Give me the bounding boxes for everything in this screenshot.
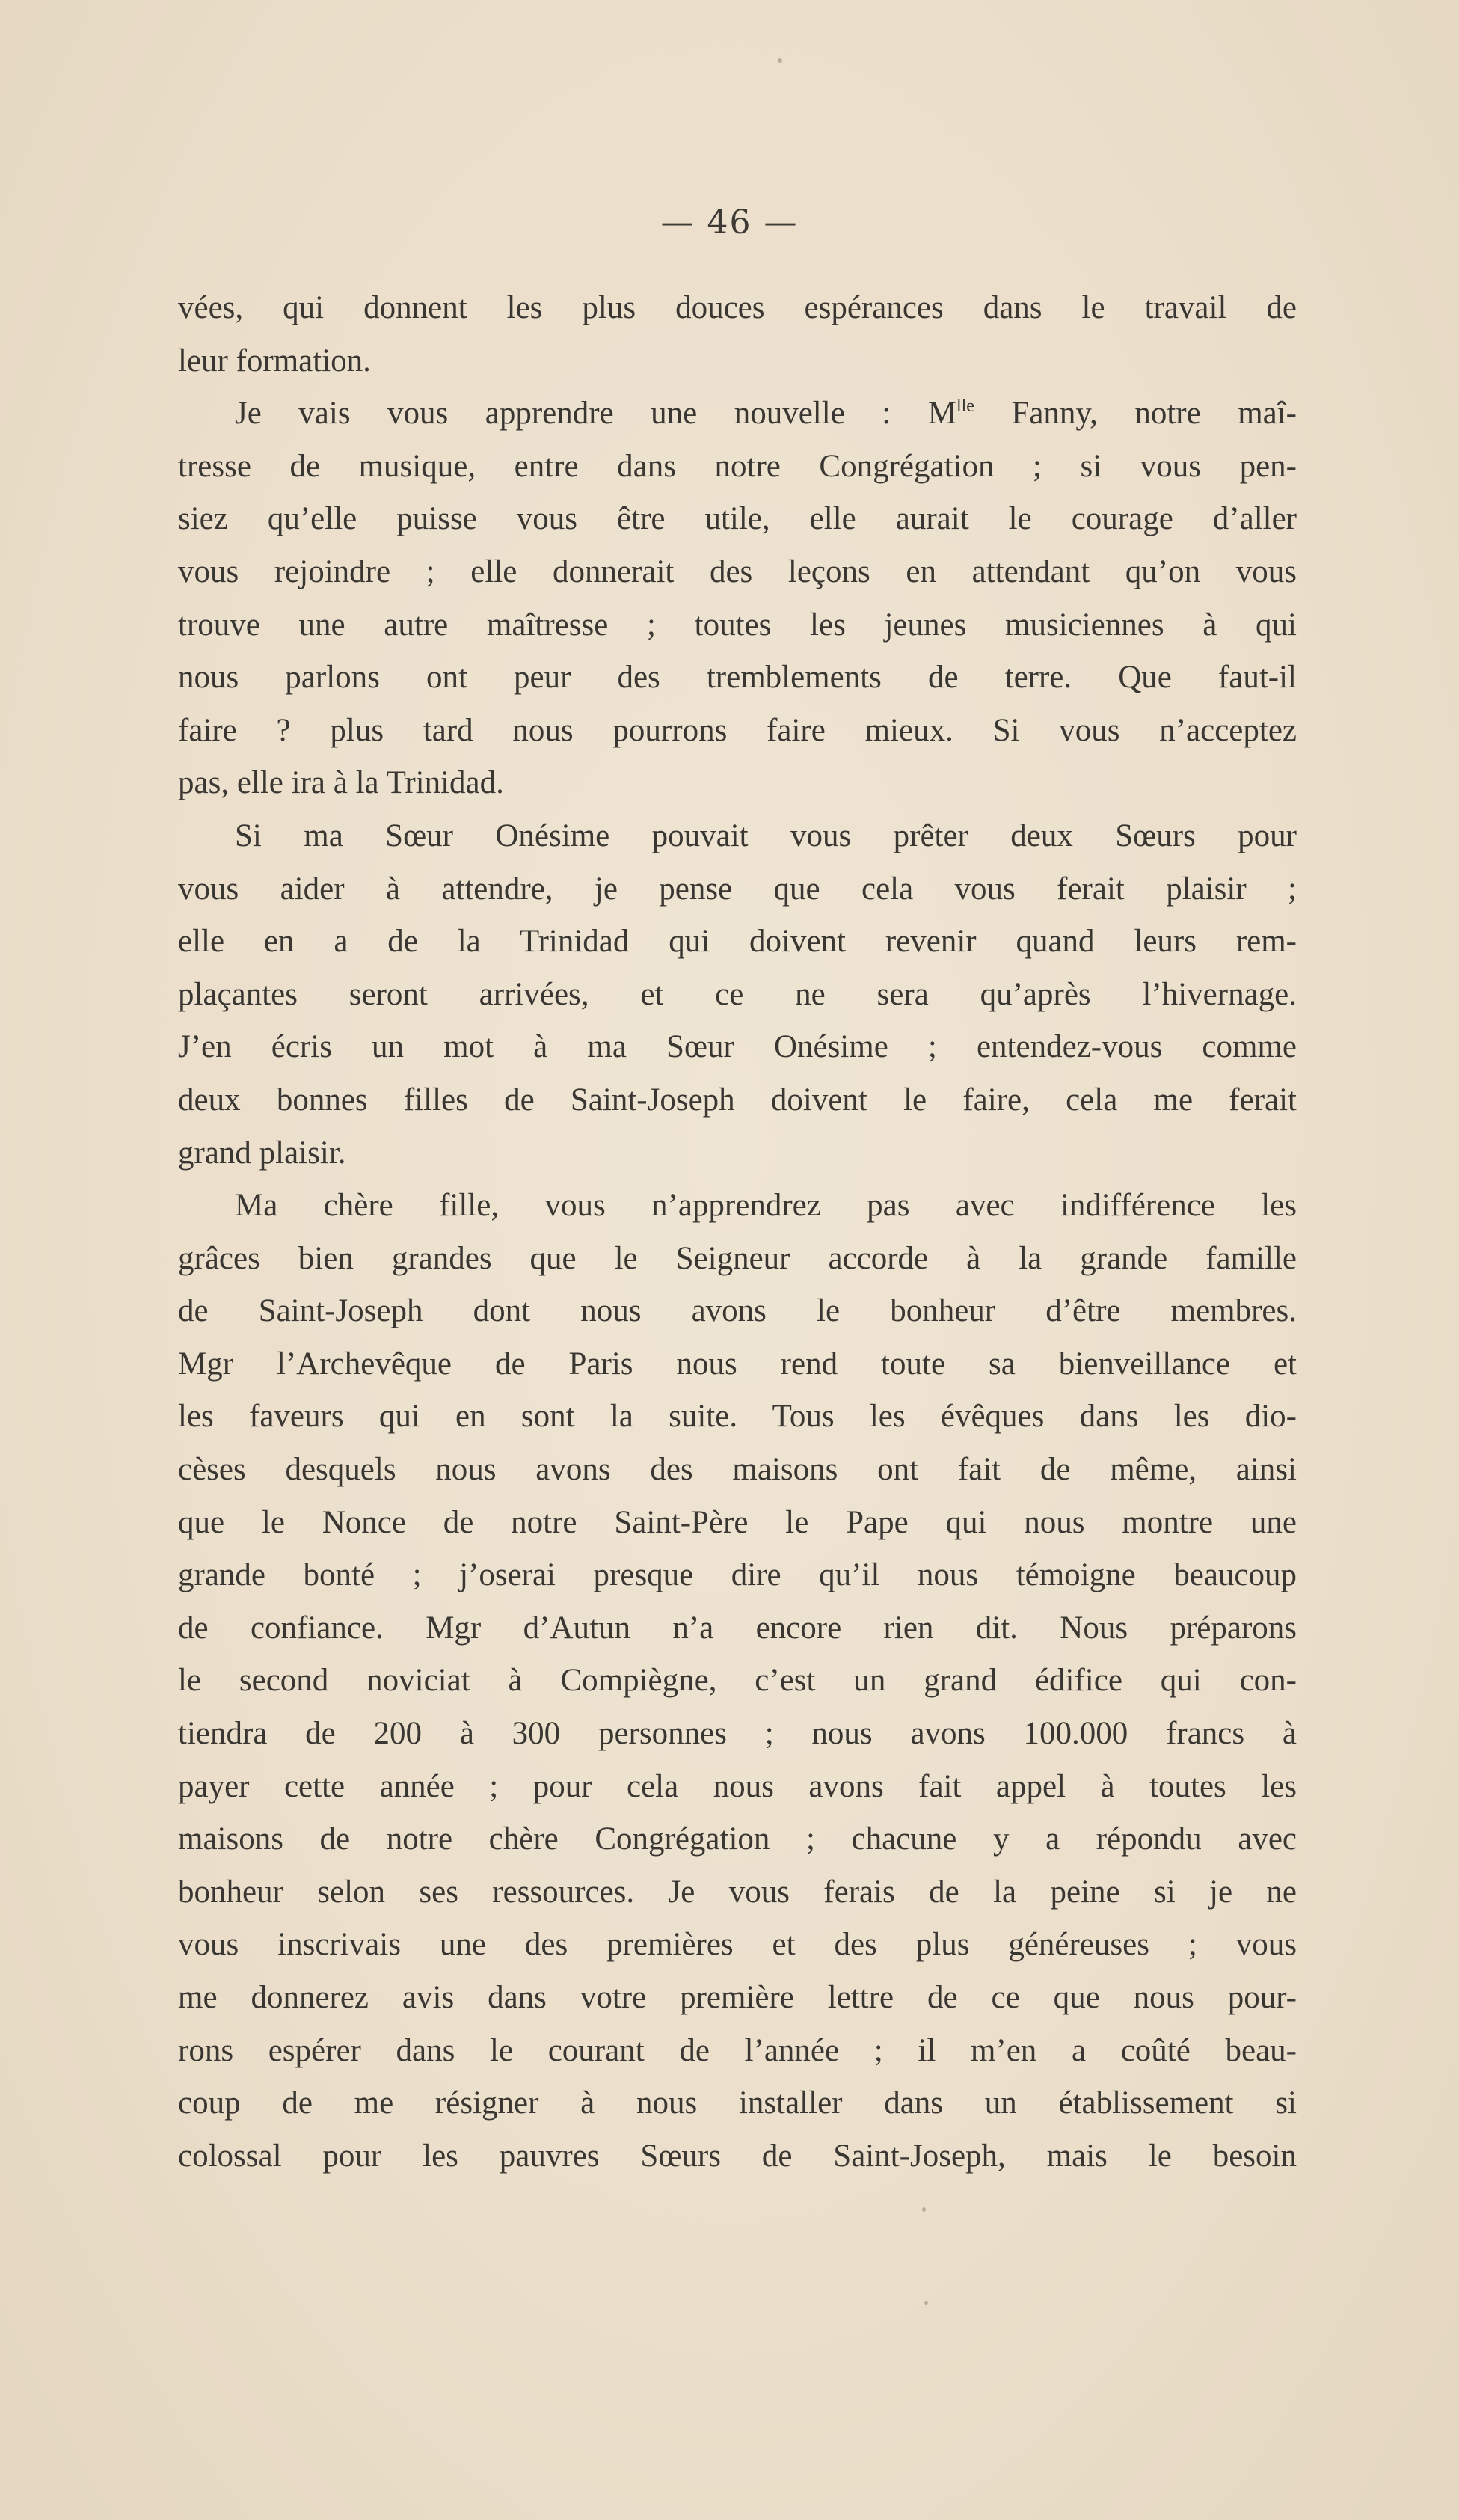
text-line: me donnerez avis dans votre première lettre de ce que nous pour- xyxy=(178,1980,1297,2015)
text-line: rons espérer dans le courant de l’année ; il m’en a coûté beau- xyxy=(178,2032,1297,2068)
text-line: maisons de notre chère Congrégation ; chacune y a répondu avec xyxy=(178,1821,1297,1857)
text-line: grâces bien grandes que le Seigneur accorde à la grande famille xyxy=(178,1240,1297,1276)
paper-speck xyxy=(924,2301,928,2305)
text-fragment: Fanny, notre maî- xyxy=(974,396,1297,432)
text-line: de confiance. Mgr d’Autun n’a encore rien dit. Nous préparons xyxy=(178,1610,1297,1646)
text-line: plaçantes seront arrivées, et ce ne sera qu’après l’hivernage. xyxy=(178,976,1297,1012)
text-line: Ma chère fille, vous n’apprendrez pas avec indifférence les xyxy=(235,1188,1297,1224)
text-line: cèses desquels nous avons des maisons ont fait de même, ainsi xyxy=(178,1452,1297,1488)
text-line: Si ma Sœur Onésime pouvait vous prêter deux Sœurs pour xyxy=(235,818,1297,853)
text-line: leur formation. xyxy=(178,343,371,378)
text-line: les faveurs qui en sont la suite. Tous les évêques dans les dio- xyxy=(178,1399,1297,1435)
text-line: vous aider à attendre, je pense que cela vous ferait plaisir ; xyxy=(178,871,1297,907)
text-line: Mgr l’Archevêque de Paris nous rend toute sa bienveillance et xyxy=(178,1346,1297,1382)
text-line: vées, qui donnent les plus douces espérances dans le travail de xyxy=(178,290,1297,325)
text-line: pas, elle ira à la Trinidad. xyxy=(178,765,504,801)
text-line: coup de me résigner à nous installer dans un établissement si xyxy=(178,2085,1297,2121)
paper-speck xyxy=(922,2207,926,2212)
body-text xyxy=(178,282,1297,2183)
text-line: tiendra de 200 à 300 personnes ; nous avons 100.000 francs à xyxy=(178,1716,1297,1752)
superscript-abbreviation: lle xyxy=(956,396,974,417)
text-line: le second noviciat à Compiègne, c’est un grand édifice qui con- xyxy=(178,1663,1297,1699)
text-line: payer cette année ; pour cela nous avons fait appel à toutes les xyxy=(178,1768,1297,1804)
text-line: faire ? plus tard nous pourrons faire mieux. Si vous n’acceptez xyxy=(178,712,1297,748)
text-line: nous parlons ont peur des tremblements de terre. Que faut-il xyxy=(178,660,1297,696)
page-number: — 46 — xyxy=(660,203,799,242)
text-line: deux bonnes filles de Saint-Joseph doivent le faire, cela me ferait xyxy=(178,1082,1297,1118)
text-line: vous inscrivais une des premières et des plus généreuses ; vous xyxy=(178,1927,1297,1963)
text-line: tresse de musique, entre dans notre Congrégation ; si vous pen- xyxy=(178,448,1297,484)
text-line xyxy=(178,387,1297,441)
text-line: vous rejoindre ; elle donnerait des leçons en attendant qu’on vous xyxy=(178,554,1297,589)
text-line: colossal pour les pauvres Sœurs de Saint-Joseph, mais le besoin xyxy=(178,2138,1297,2174)
text-line: grande bonté ; j’oserai presque dire qu’il nous témoigne beaucoup xyxy=(178,1557,1297,1593)
text-line: bonheur selon ses ressources. Je vous ferais de la peine si je ne xyxy=(178,1874,1297,1910)
paper-speck xyxy=(778,58,782,63)
text-line: siez qu’elle puisse vous être utile, elle aurait le courage d’aller xyxy=(178,501,1297,537)
text-line: que le Nonce de notre Saint-Père le Pape qui nous montre une xyxy=(178,1504,1297,1540)
text-fragment: Je vais vous apprendre une nouvelle : M xyxy=(235,396,956,432)
text-line: trouve une autre maîtresse ; toutes les jeunes musiciennes à qui xyxy=(178,607,1297,643)
text-line: de Saint-Joseph dont nous avons le bonheur d’être membres. xyxy=(178,1293,1297,1329)
text-line: elle en a de la Trinidad qui doivent revenir quand leurs rem- xyxy=(178,924,1297,960)
text-line: grand plaisir. xyxy=(178,1135,346,1171)
text-line: J’en écris un mot à ma Sœur Onésime ; entendez-vous comme xyxy=(178,1029,1297,1065)
